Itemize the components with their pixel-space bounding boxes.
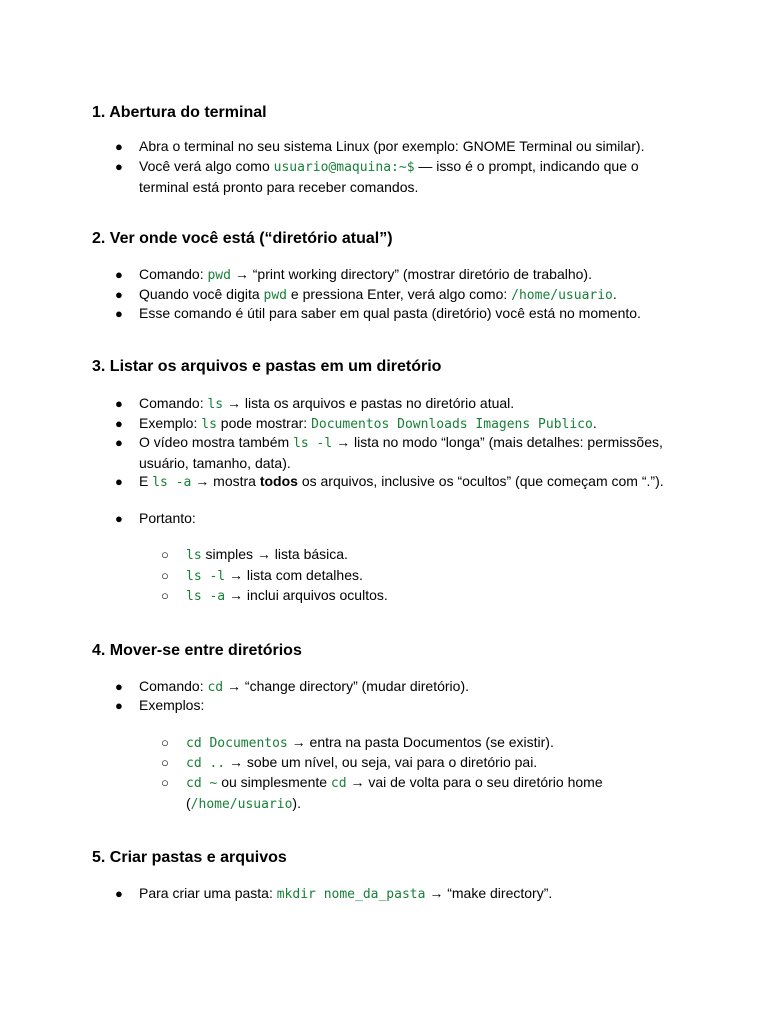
s3-subitem-2: ○ ls -l → lista com detalhes. [161, 567, 363, 584]
s1-item-2: ● Você verá algo como usuario@maquina:~$ — isso é o prompt, indicando que o terminal está pronto para receber comandos. [115, 158, 639, 195]
s3-subitem-3: ○ ls -a → inclui arquivos ocultos. [161, 587, 388, 604]
s5-item-1: ● Para criar uma pasta: mkdir nome_da_pasta → “make directory”. [115, 885, 553, 902]
section-4-heading: 4. Mover-se entre diretórios [92, 642, 302, 659]
s1-item-1: ● Abra o terminal no seu sistema Linux (por exemplo: GNOME Terminal ou similar). [139, 137, 699, 157]
s3-item-2: ● Exemplo: ls pode mostrar: Documentos Downloads Imagens Publico. [115, 415, 597, 432]
bullet-circle-icon: ○ [161, 735, 169, 750]
s2-item-3: ● Esse comando é útil para saber em qual pasta (diretório) você está no momento. [139, 304, 699, 324]
bullet-disc-icon: ● [115, 474, 123, 489]
s3-item-1: ● Comando: ls → lista os arquivos e pastas no diretório atual. [115, 395, 515, 412]
bullet-circle-icon: ○ [161, 568, 169, 583]
s2-item-2: ● Quando você digita pwd e pressiona Enter, verá algo como: /home/usuario. [115, 286, 617, 303]
section-3-heading: 3. Listar os arquivos e pastas em um diretório [92, 358, 442, 375]
s4-item-2: ● Exemplos: [139, 696, 699, 716]
bullet-disc-icon: ● [115, 679, 123, 694]
bullet-disc-icon: ● [115, 287, 123, 302]
section-2-heading: 2. Ver onde você está (“diretório atual”) [92, 230, 393, 247]
bullet-disc-icon: ● [115, 416, 123, 431]
s4-subitem-1: ○ cd Documentos → entra na pasta Documentos (se existir). [161, 734, 554, 751]
bullet-disc-icon: ● [115, 159, 123, 174]
bullet-disc-icon: ● [115, 306, 123, 321]
bullet-disc-icon: ● [115, 886, 123, 901]
bullet-disc-icon: ● [115, 698, 123, 713]
s3-subitem-1: ○ ls simples → lista básica. [161, 546, 348, 563]
s2-item-1: ● Comando: pwd → “print working directory” (mostrar diretório de trabalho). [115, 266, 592, 283]
bullet-disc-icon: ● [115, 511, 123, 526]
bullet-circle-icon: ○ [161, 588, 169, 603]
s4-subitem-3: ○ cd ~ ou simplesmente cd → vai de volta para o seu diretório home (/home/usuario). [161, 774, 603, 812]
bullet-circle-icon: ○ [161, 547, 169, 562]
s3-item-3: ● O vídeo mostra também ls -l → lista no modo “longa” (mais detalhes: permissões, usuário, tamanho, data). [115, 434, 663, 471]
section-1-heading: 1. Abertura do terminal [92, 104, 267, 121]
bullet-circle-icon: ○ [161, 775, 169, 790]
prompt-code: usuario@maquina:~$ [273, 160, 415, 175]
bullet-disc-icon: ● [115, 267, 123, 282]
s3-item-4: ● E ls -a → mostra todos os arquivos, inclusive os “ocultos” (que começam com “.”). [115, 473, 664, 490]
s3-item-5: ● Portanto: [139, 509, 699, 529]
section-5-heading: 5. Criar pastas e arquivos [92, 849, 287, 866]
s4-item-1: ● Comando: cd → “change directory” (mudar diretório). [115, 678, 470, 695]
bullet-disc-icon: ● [115, 435, 123, 450]
s4-subitem-2: ○ cd .. → sobe um nível, ou seja, vai para o diretório pai. [161, 754, 538, 771]
bullet-circle-icon: ○ [161, 755, 169, 770]
bullet-disc-icon: ● [115, 396, 123, 411]
bullet-disc-icon: ● [115, 139, 123, 154]
